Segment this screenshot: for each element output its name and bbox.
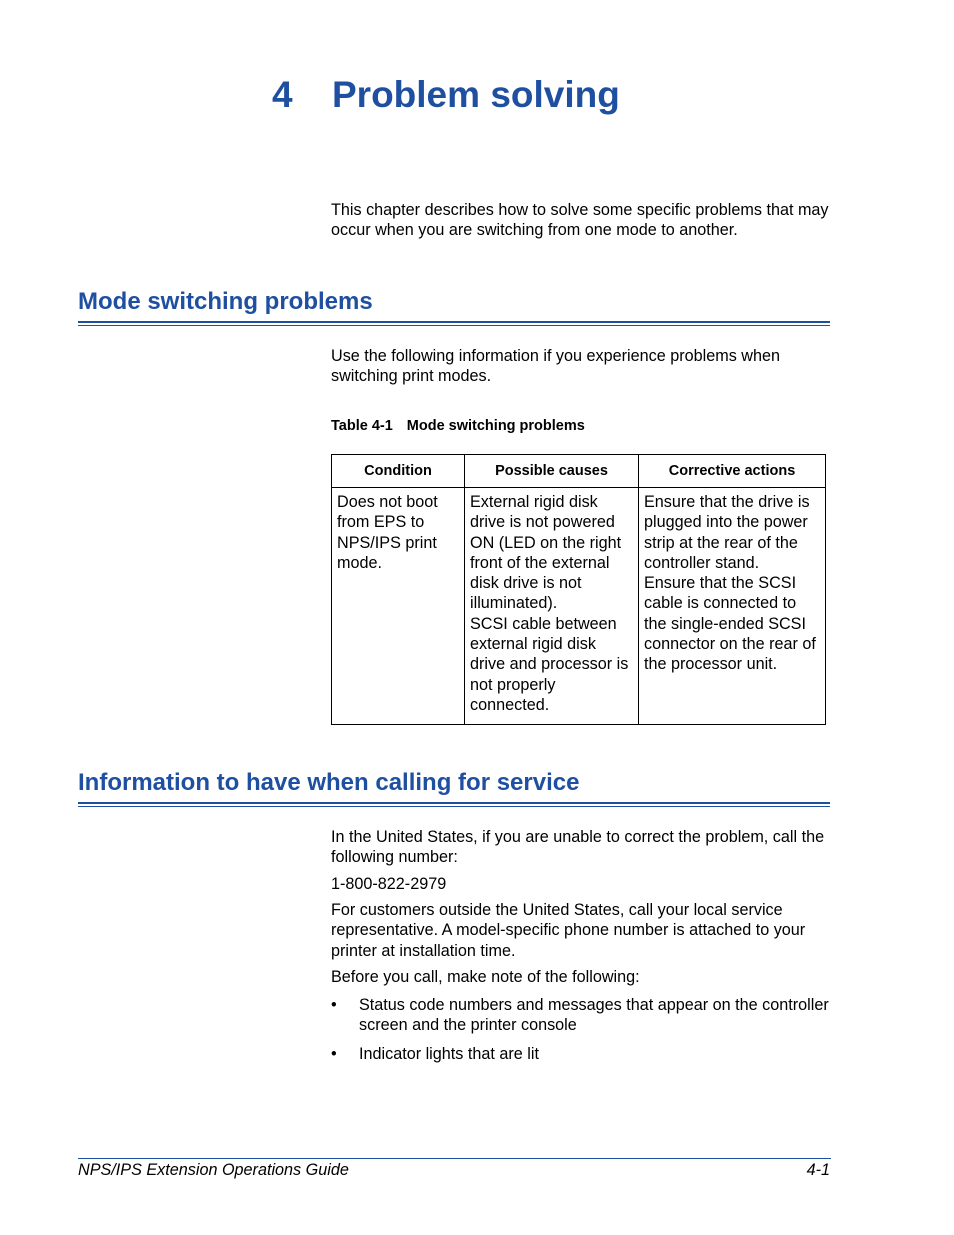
mode-switching-table xyxy=(331,454,826,725)
chapter-title xyxy=(272,74,620,116)
section-heading-calling-service: Information to have when calling for service xyxy=(78,769,580,796)
footer-document-title: NPS/IPS Extension Operations Guide xyxy=(78,1161,349,1179)
cell-condition: Does not boot from EPS to NPS/IPS print mode. xyxy=(332,488,465,725)
cause-item: SCSI cable between external rigid disk drive and processor is not properly connected. xyxy=(470,614,629,714)
list-item-text: Status code numbers and messages that appear on the controller screen and the printer console xyxy=(359,996,829,1035)
service-paragraph-international: For customers outside the United States, call your local service representative. A model-specific phone number is attached to your printer at installation time. xyxy=(331,901,806,960)
cell-possible-causes xyxy=(465,488,639,725)
section1-paragraph: Use the following information if you experience problems when switching print modes. xyxy=(331,347,780,386)
cause-item: External rigid disk drive is not powered ON (LED on the right front of the external disk drive is not illuminated). xyxy=(470,493,622,613)
table-row xyxy=(332,488,826,725)
list-item xyxy=(331,1044,831,1064)
column-header-corrective-actions: Corrective actions xyxy=(639,455,826,488)
chapter-number: 4 xyxy=(272,74,293,115)
action-item: Ensure that the SCSI cable is connected to the single-ended SCSI connector on the rear of the processor unit. xyxy=(644,574,816,674)
service-paragraph-before-call: Before you call, make note of the following: xyxy=(331,968,640,986)
list-item-text: Indicator lights that are lit xyxy=(359,1045,539,1063)
service-paragraph-us: In the United States, if you are unable to correct the problem, call the following number: xyxy=(331,828,825,867)
chapter-title-text: Problem solving xyxy=(332,74,620,115)
table-caption xyxy=(331,418,585,434)
intro-paragraph: This chapter describes how to solve some specific problems that may occur when you are switching from one mode to another. xyxy=(331,201,829,240)
bullet-icon: • xyxy=(331,1045,337,1063)
cell-corrective-actions xyxy=(639,488,826,725)
table-label: Table 4-1 xyxy=(331,418,393,434)
column-header-condition: Condition xyxy=(332,455,465,488)
column-header-possible-causes: Possible causes xyxy=(465,455,639,488)
section-heading-mode-switching: Mode switching problems xyxy=(78,288,373,315)
footer-rule xyxy=(78,1158,831,1159)
service-phone-number: 1-800-822-2979 xyxy=(331,875,447,893)
action-item: Ensure that the drive is plugged into the power strip at the rear of the controller stand. xyxy=(644,493,810,572)
section-rule xyxy=(78,321,830,326)
table-title: Mode switching problems xyxy=(406,418,585,434)
section-rule xyxy=(78,802,830,807)
list-item xyxy=(331,995,831,1036)
footer-page-number: 4-1 xyxy=(806,1161,830,1179)
table-header-row xyxy=(332,455,826,488)
bullet-icon: • xyxy=(331,996,337,1014)
